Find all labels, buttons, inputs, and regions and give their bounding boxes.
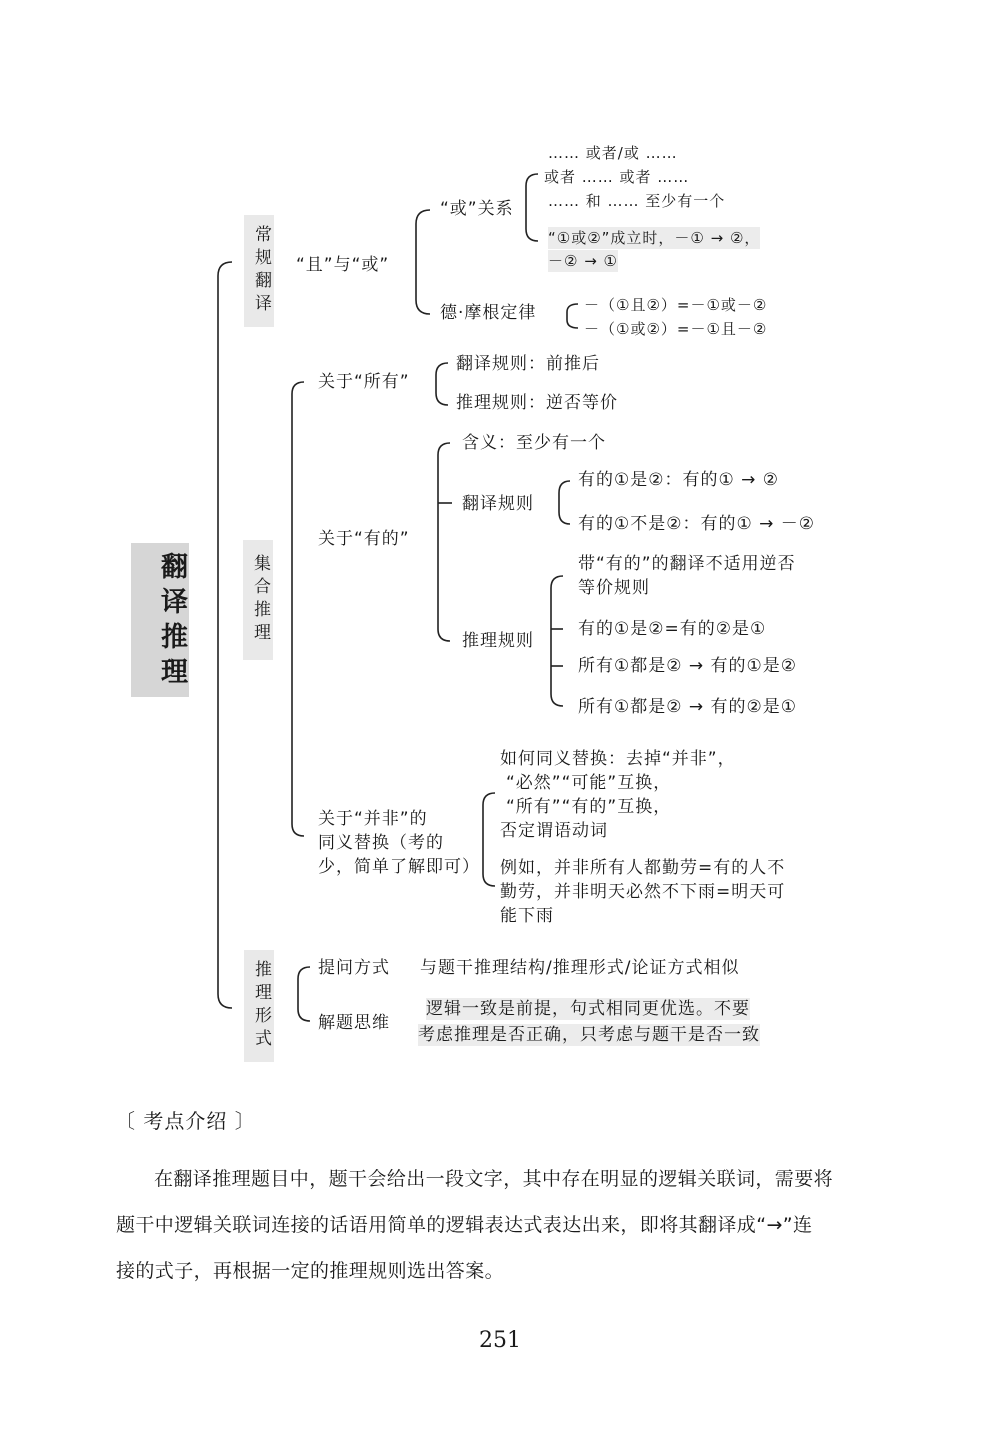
node-jieti-siwei: 解题思维 [318, 1013, 390, 1033]
suoyou-item-1: 翻译规则：前推后 [456, 354, 600, 374]
node-suoyou: 关于“所有” [318, 372, 410, 392]
bingfei-label-line1: 关于“并非”的 [318, 809, 428, 829]
bingfei-example-line3: 能下雨 [500, 906, 554, 926]
tiwen-text: 与题干推理结构/推理形式/论证方式相似 [420, 958, 740, 978]
huo-item-1: …… 或者/或 …… [548, 144, 678, 162]
paragraph-line-1: 在翻译推理题目中，题干会给出一段文字，其中存在明显的逻辑关联词，需要将 [154, 1168, 834, 1190]
node-tiwen-fangshi: 提问方式 [318, 958, 390, 978]
node-qie-yu-huo: “且”与“或” [296, 255, 390, 275]
suoyou-item-2: 推理规则：逆否等价 [456, 393, 618, 413]
node-huo-relation: “或”关系 [440, 199, 514, 219]
youde-fanyi-item-2: 有的①不是②：有的① → －② [578, 514, 816, 534]
jieti-text-line1: 逻辑一致是前提，句式相同更优选。不要 [426, 999, 750, 1019]
node-youde: 关于“有的” [318, 529, 410, 549]
bingfei-label-line3: 少，简单了解即可） [318, 857, 480, 877]
bingfei-how-line1: 如何同义替换：去掉“并非”， [500, 749, 736, 769]
youde-tuili-note-line1: 带“有的”的翻译不适用逆否 [578, 554, 796, 574]
bingfei-example-line2: 勤劳，并非明天必然不下雨=明天可 [500, 882, 786, 902]
node-youde-tuili: 推理规则 [462, 631, 534, 651]
bingfei-how-line4: 否定谓语动词 [500, 821, 608, 841]
bingfei-label-line2: 同义替换（考的 [318, 833, 444, 853]
jieti-text-line2: 考虑推理是否正确，只考虑与题干是否一致 [418, 1025, 760, 1045]
node-demorgan: 德·摩根定律 [440, 303, 537, 323]
branch-tuili-xingshi: 推理形式 [244, 950, 274, 1062]
huo-item-3: …… 和 …… 至少有一个 [548, 192, 726, 210]
youde-fanyi-item-1: 有的①是②：有的① → ② [578, 470, 780, 490]
paragraph-line-2: 题干中逻辑关联词连接的话语用简单的逻辑表达式表达出来，即将其翻译成“→”连 [116, 1214, 813, 1236]
bingfei-example-line1: 例如，并非所有人都勤劳=有的人不 [500, 858, 786, 878]
demorgan-rule-2: －（①或②）=－①且－② [584, 320, 768, 338]
huo-item-2: 或者 …… 或者 …… [544, 168, 690, 186]
huo-condition-line1: “①或②”成立时，－① → ②， [548, 229, 761, 247]
bingfei-how-line3: “所有”“有的”互换， [506, 797, 672, 817]
youde-tuili-item-3: 所有①都是② → 有的②是① [578, 697, 798, 717]
youde-tuili-item-1: 有的①是②=有的②是① [578, 619, 767, 639]
root-node: 翻译推理 [131, 543, 189, 697]
branch-changgui-fanyi: 常规翻译 [244, 215, 274, 327]
youde-tuili-note-line2: 等价规则 [578, 578, 650, 598]
branch-jihe-tuili: 集合推理 [243, 540, 273, 660]
bingfei-how-line2: “必然”“可能”互换， [506, 773, 672, 793]
huo-condition-line2: －② → ① [548, 252, 618, 270]
section-title: 〔 考点介绍 〕 [115, 1109, 256, 1133]
paragraph-line-3: 接的式子，再根据一定的推理规则选出答案。 [116, 1260, 505, 1282]
demorgan-rule-1: －（①且②）=－①或－② [584, 296, 768, 314]
node-youde-fanyi: 翻译规则 [462, 494, 534, 514]
page-number: 251 [479, 1328, 521, 1353]
youde-tuili-item-2: 所有①都是② → 有的①是② [578, 656, 798, 676]
youde-hanyi: 含义：至少有一个 [462, 433, 606, 453]
